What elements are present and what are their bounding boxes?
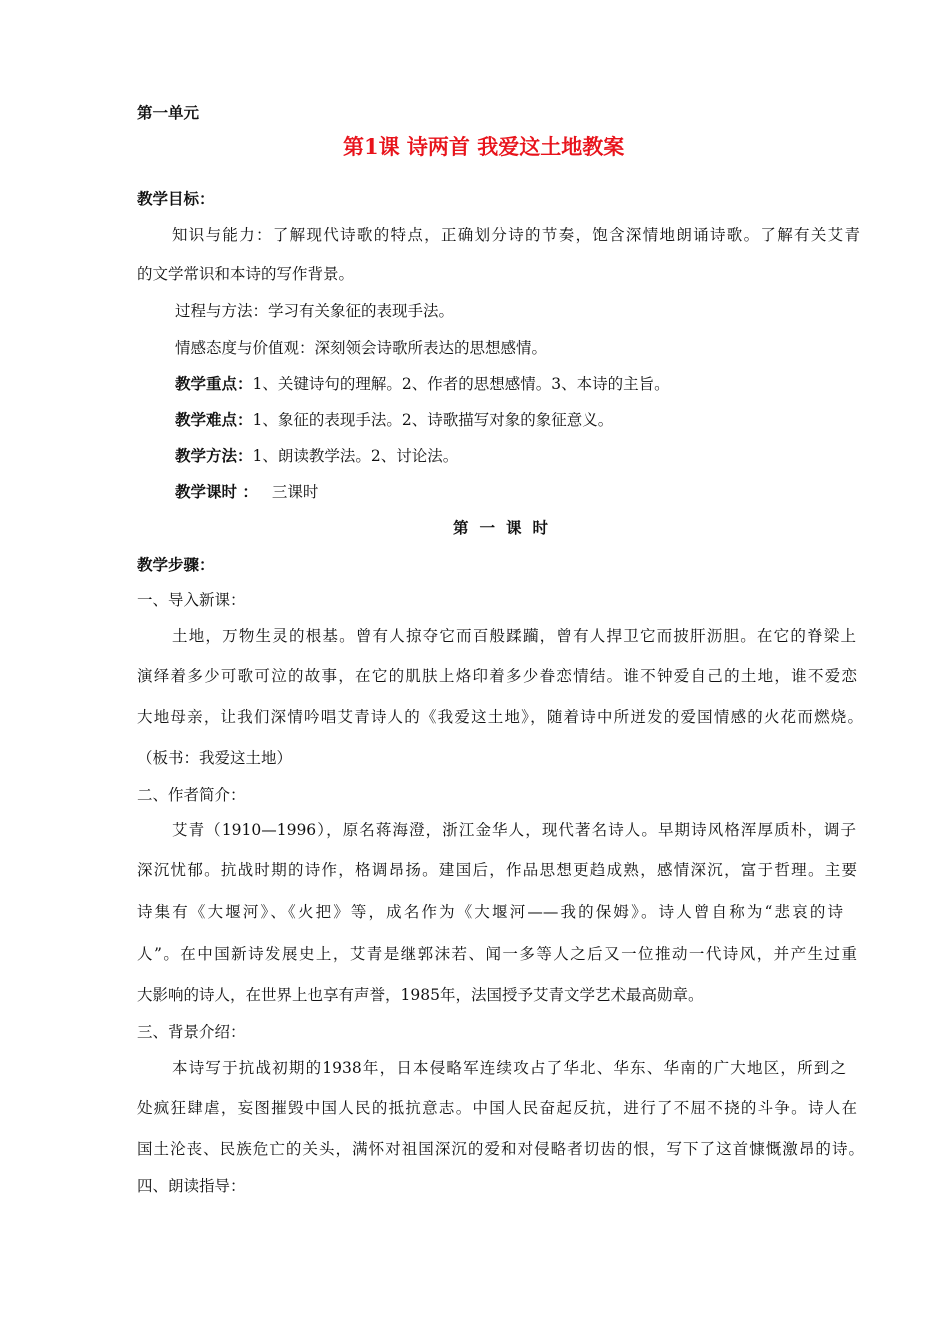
objectives-heading: 教学目标： [137,189,215,208]
section-background-line: 处疯狂肆虐，妄图摧毁中国人民的抵抗意志。中国人民奋起反抗，进行了不屈不挠的斗争。诗人在 [137,1099,857,1117]
class-hours-label: 教学课时 ： [175,482,258,501]
section-intro-line: 土地，万物生灵的根基。曾有人掠夺它而百般蹂躏，曾有人捍卫它而披肝沥胆。在它的脊梁上 [172,627,856,645]
lesson-heading: 第一课时 [453,518,560,537]
key-points-label: 教学重点： [175,374,253,393]
class-hours [175,482,318,502]
unit-label: 第一单元 [137,103,200,122]
difficulties [175,410,613,430]
objective-knowledge-line1: 知识与能力：了解现代诗歌的特点，正确划分诗的节奏，饱含深情地朗诵诗歌。了解有关艾青 [172,226,860,244]
section-author-heading: 二、作者简介： [137,786,246,804]
page-title: 第1课 诗两首 我爱这土地教案 [343,134,625,159]
section-intro-heading: 一、导入新课： [137,591,246,609]
key-points-text: 1、关键诗句的理解。2、作者的思想感情。3、本诗的主旨。 [252,375,670,393]
section-intro-line: 演绎着多少可歌可泣的故事，在它的肌肤上烙印着多少眷恋情结。谁不钟爱自己的土地，谁不爱恋 [137,667,857,685]
class-hours-text: 三课时 [271,483,319,501]
methods [175,446,458,466]
section-reading-heading: 四、朗读指导： [137,1177,246,1195]
section-background-line: 国土沦丧、民族危亡的关头，满怀对祖国深沉的爱和对侵略者切齿的恨，写下了这首慷慨激昂的诗。 [137,1140,864,1158]
section-author-line: 艾青（1910—1996），原名蒋海澄，浙江金华人，现代著名诗人。早期诗风格浑厚质朴，调子 [172,821,856,839]
section-intro-line: （板书：我爱这土地） [137,749,293,767]
objective-emotion: 情感态度与价值观：深刻领会诗歌所表达的思想感情。 [175,339,548,357]
methods-text: 1、朗读教学法。2、讨论法。 [252,447,459,465]
difficulties-label: 教学难点： [175,410,253,429]
section-background-heading: 三、背景介绍： [137,1023,246,1041]
methods-label: 教学方法： [175,446,253,465]
objective-process: 过程与方法：学习有关象征的表现手法。 [175,302,455,320]
steps-heading: 教学步骤： [137,555,215,574]
section-background-line: 本诗写于抗战初期的1938年，日本侵略军连续攻占了华北、华东、华南的广大地区，所到之 [172,1059,846,1077]
key-points [175,374,670,394]
objective-knowledge-line2: 的文学常识和本诗的写作背景。 [137,265,355,283]
section-intro-line: 大地母亲，让我们深情吟唱艾青诗人的《我爱这土地》，随着诗中所迸发的爱国情感的火花而燃烧。 [137,708,863,726]
section-author-line: 人”。在中国新诗发展史上，艾青是继郭沫若、闻一多等人之后又一位推动一代诗风，并产生过重 [137,945,857,963]
section-author-line: 深沉忧郁。抗战时期的诗作，格调昂扬。建国后，作品思想更趋成熟，感情深沉，富于哲理。主要 [137,861,857,879]
difficulties-text: 1、象征的表现手法。2、诗歌描写对象的象征意义。 [252,411,614,429]
section-author-line: 大影响的诗人，在世界上也享有声誉，1985年，法国授予艾青文学艺术最高勋章。 [137,986,704,1004]
section-author-line: 诗集有《大堰河》、《火把》等，成名作为《大堰河——我的保姆》。诗人曾自称为“悲哀的诗 [137,903,843,921]
